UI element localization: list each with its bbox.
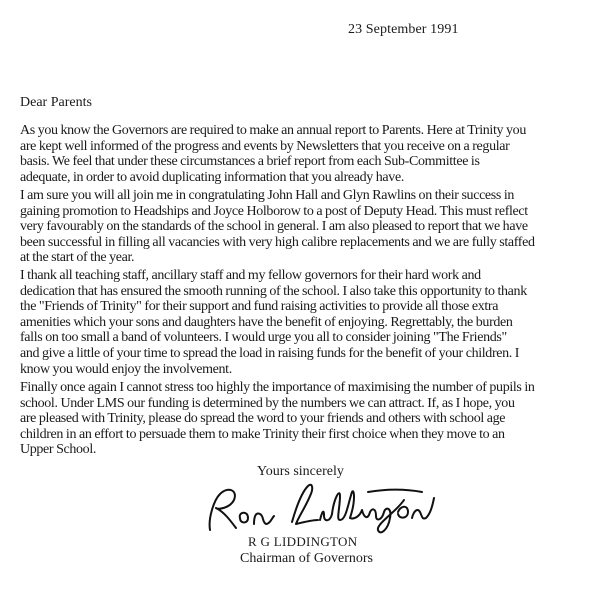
- text-line: children in an effort to persuade them to make Trinity their first choice when they move to an: [20, 426, 505, 442]
- text-line: very favourably on the standards of the school in general. I am also pleased to report that we have: [20, 219, 528, 235]
- text-line: dedication that has ensured the smooth running of the school. I also take this opportunity to thank: [20, 283, 527, 299]
- signer-title: Chairman of Governors: [240, 551, 373, 566]
- text-line: Upper School.: [20, 442, 97, 458]
- text-line: falls on too small a band of volunteers. I would urge you all to consider joining "The Friends": [20, 330, 507, 346]
- text-line: I am sure you will all join me in congratulating John Hall and Glyn Rawlins on their success in: [20, 188, 515, 203]
- closing: Yours sincerely: [257, 464, 344, 479]
- paragraph-congratulations: [20, 188, 588, 266]
- paragraph-thanks: [20, 268, 588, 377]
- text-line: know you would enjoy the involvement.: [20, 361, 232, 377]
- text-line: I thank all teaching staff, ancillary staff and my fellow governors for their hard work and: [20, 268, 481, 283]
- paragraph-pupil-numbers: [20, 380, 588, 458]
- text-line: are pleased with Trinity, please do spread the word to your friends and others with school age: [20, 411, 506, 427]
- text-line: school. Under LMS our funding is determined by the numbers we can attract. If, as I hope, you: [20, 395, 515, 411]
- text-line: amenities which your sons and daughters have the benefit of enjoying. Regrettably, the burden: [20, 314, 513, 330]
- letter-date: 23 September 1991: [348, 22, 459, 37]
- text-line: at the start of the year.: [20, 250, 135, 266]
- text-line: As you know the Governors are required to make an annual report to Parents. Here at Trinity you: [20, 123, 526, 138]
- salutation: Dear Parents: [20, 95, 92, 110]
- text-line: been successful in filling all vacancies with very high calibre replacements and we are fully staffed: [20, 234, 535, 250]
- text-line: are kept well informed of the progress and events by Newsletters that you receive on a regular: [20, 138, 510, 154]
- text-line: gaining promotion to Headships and Joyce Holborow to a post of Deputy Head. This must reflect: [20, 203, 528, 219]
- text-line: adequate, in order to avoid duplicating information that you already have.: [20, 169, 404, 185]
- text-line: and give a little of your time to spread the load in raising funds for the benefit of your children. I: [20, 345, 520, 361]
- paragraph-annual-report: [20, 123, 588, 185]
- signer-name: R G LIDDINGTON: [248, 534, 358, 549]
- text-line: Finally once again I cannot stress too highly the importance of maximising the number of pupils in: [20, 380, 535, 395]
- handwritten-signature: [200, 478, 440, 538]
- text-line: the "Friends of Trinity" for their support and fund raising activities to provide all those extra: [20, 299, 499, 315]
- text-line: basis. We feel that under these circumstances a brief report from each Sub-Committee is: [20, 154, 480, 170]
